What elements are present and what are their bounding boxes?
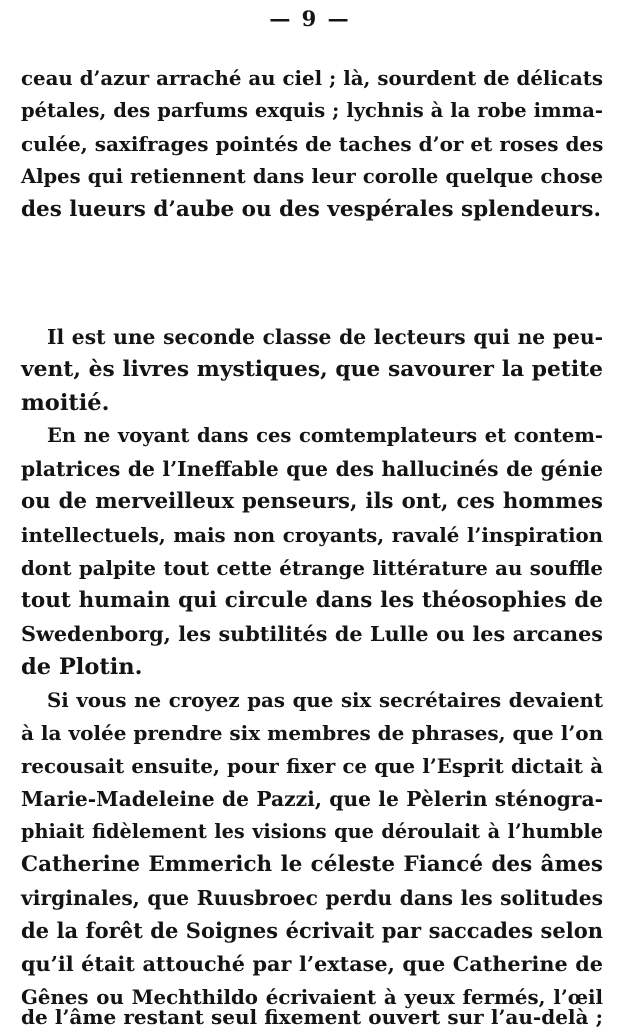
text-line: moitié. [21,390,110,416]
page-number: — 9 — [269,6,351,31]
text-line: virginales, que Ruusbroec perdu dans les solitudes [21,886,603,910]
text-line: culée, saxifrages pointés de taches d’or et roses des [21,132,604,156]
text-line: Si vous ne croyez pas que six secrétaires devaient [47,688,603,712]
text-line: pétales, des parfums exquis ; lychnis à la robe imma- [21,99,603,122]
text-line: intellectuels, mais non croyants, ravalé l’inspiration [21,523,603,547]
text-line: Swedenborg, les subtilités de Lulle ou les arcanes [21,622,603,646]
text-line: de l’âme restant seul fixement ouvert sur l’au-delà ; [21,1005,603,1029]
text-line: Marie-Madeleine de Pazzi, que le Pèlerin sténogra- [21,787,603,811]
text-line: Alpes qui retiennent dans leur corolle quelque chose [21,165,603,188]
text-line: des lueurs d’aube ou des vespérales splendeurs. [21,197,601,222]
text-line: En ne voyant dans ces comtemplateurs et contem- [47,424,603,447]
text-line: à la volée prendre six membres de phrases, que l’on [21,721,604,745]
text-line: Il est une seconde classe de lecteurs qui ne peu- [47,325,603,349]
text-line: dont palpite tout cette étrange littérature au souffle [21,556,603,580]
text-line: ou de merveilleux penseurs, ils ont, ces hommes [21,489,603,514]
text-line: Catherine Emmerich le céleste Fiancé des âmes [21,852,603,877]
text-line: recousait ensuite, pour fixer ce que l’Esprit dictait à [21,754,603,778]
text-line: de la forêt de Soignes écrivait par saccades selon [21,918,603,943]
text-line: platrices de l’Ineffable que des hallucinés de génie [21,457,603,481]
text-line: qu’il était attouché par l’extase, que Catherine de [21,952,603,976]
text-line: tout humain qui circule dans les théosophies de [21,588,603,613]
text-line: vent, ès livres mystiques, que savourer la petite [21,357,603,382]
text-line: de Plotin. [21,654,143,680]
text-line: phiait fidèlement les visions que déroulait à l’humble [21,820,603,843]
text-line: Gênes ou Mechthildo écrivaient à yeux fermés, l’œil [21,985,603,1009]
text-line: ceau d’azur arraché au ciel ; là, sourdent de délicats [21,66,603,90]
